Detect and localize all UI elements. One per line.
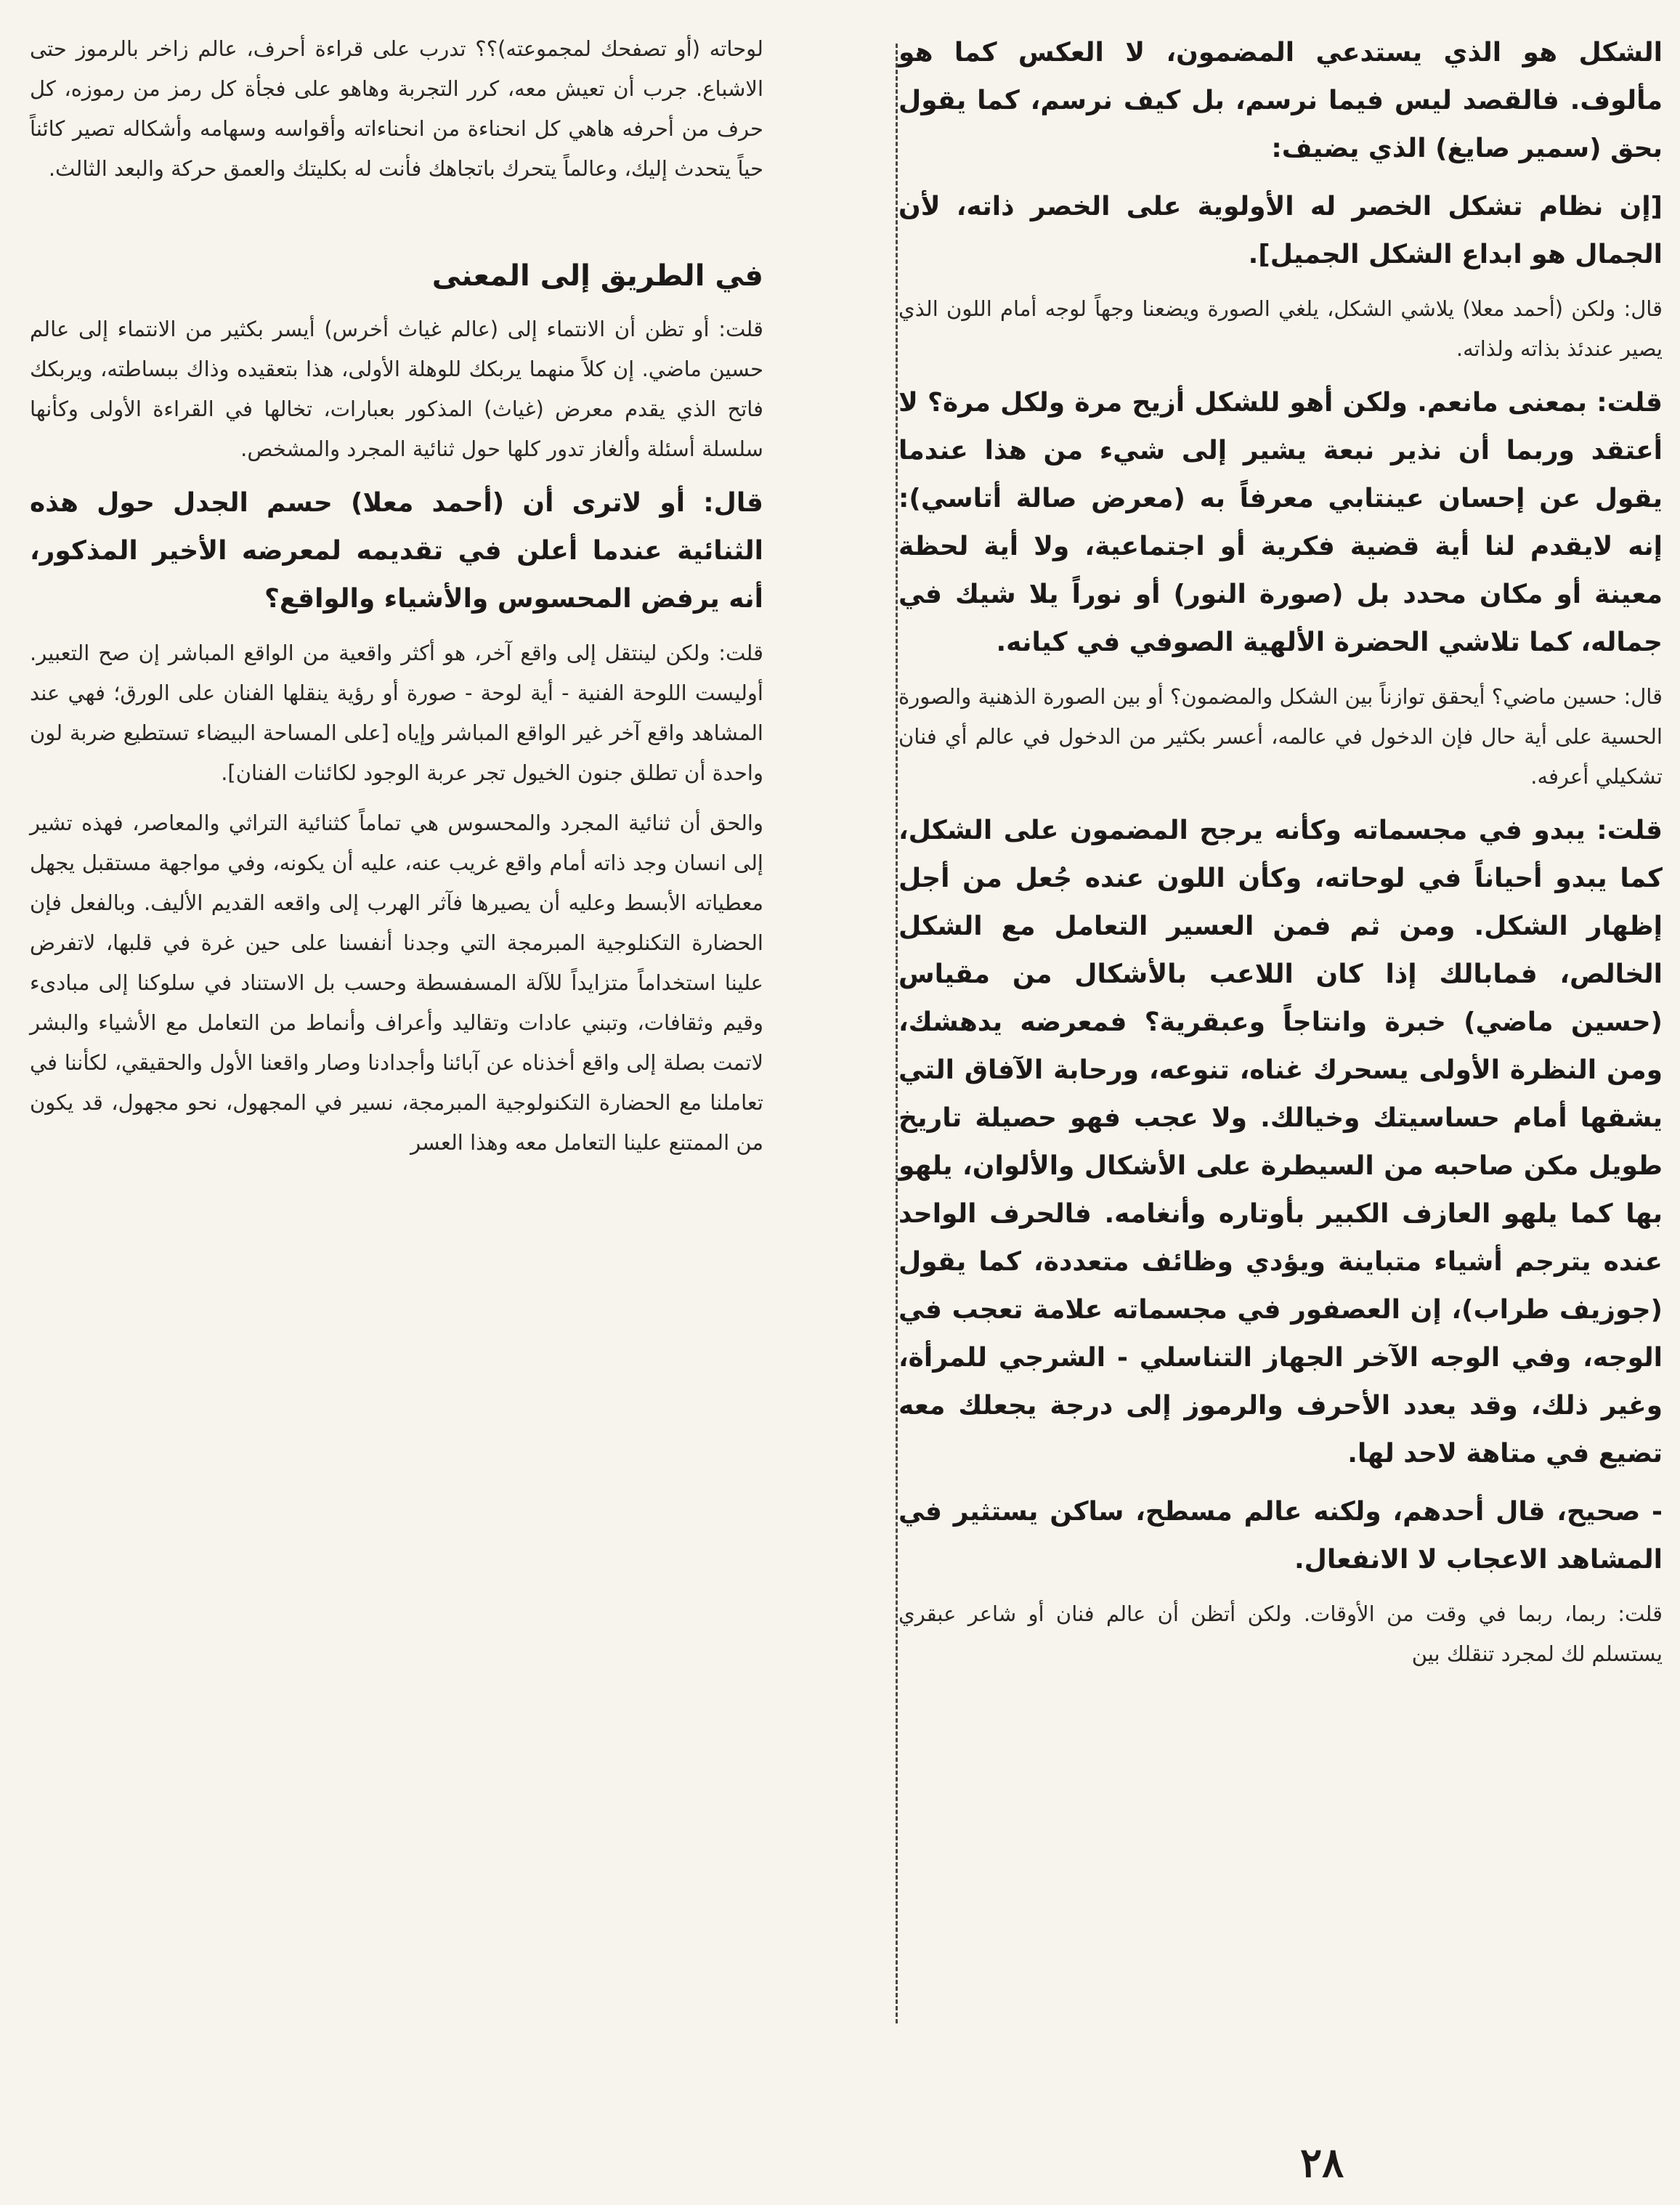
paragraph: قلت: أو تظن أن الانتماء إلى (عالم غياث أخرس) أيسر بكثير من الانتماء إلى عالم حسين ماضي. إن كلاً منهما يربكك للوهلة الأولى، هذا بتعقيده وذاك ببساطته، ويربكك فاتح الذي يقدم معرض (غياث) المذكور بعبارات، تخالها في القراءة الأولى وكأنها سلسلة أسئلة وألغاز تدور كلها حول ثنائية المجرد والمشخص. — [30, 317, 763, 461]
page-number: ٢٨ — [1300, 2139, 1344, 2187]
paragraph: - صحيح، قال أحدهم، ولكنه عالم مسطح، ساكن يستثير في المشاهد الاعجاب لا الانفعال. — [898, 1497, 1663, 1575]
left-column — [30, 29, 763, 1173]
paragraph: قلت: ولكن لينتقل إلى واقع آخر، هو أكثر واقعية من الواقع المباشر إن صح التعبير. أوليست اللوحة الفنية - أية لوحة - صورة أو رؤية ينقلها الفنان على الورق؛ فهي عند المشاهد واقع آخر غير الواقع المباشر وإياه [على المساحة البيضاء تستطيع ضربة لون واحدة أن تطلق جنون الخيول تجر عربة الوجود لكائنات الفنان]. — [30, 641, 763, 785]
section-heading: في الطريق إلى المعنى — [431, 259, 763, 293]
paragraph: قال: حسين ماضي؟ أيحقق توازناً بين الشكل والمضمون؟ أو بين الصورة الذهنية والصورة الحسية على أية حال فإن الدخول في عالمه، أعسر بكثير من الدخول في عالم أي فنان تشكيلي أعرفه. — [898, 684, 1663, 789]
paragraph: قلت: بمعنى مانعم. ولكن أهو للشكل أزيح مرة ولكل مرة؟ لا أعتقد وربما أن نذير نبعة يشير إلى شيء من هذا عندما يقول عن إحسان عينتابي معرفاً به (معرض صالة أتاسي): إنه لايقدم لنا أية قضية فكرية أو اجتماعية، ولا أية لحظة معينة أو مكان محدد بل (صورة النور) أو نوراً يلا شيك في جماله، كما تلاشي الحضرة الألهية الصوفي في كيانه. — [898, 388, 1663, 657]
paragraph: قلت: يبدو في مجسماته وكأنه يرجح المضمون على الشكل، كما يبدو أحياناً في لوحاته، وكأن اللون عنده جُعل من أجل إظهار الشكل. ومن ثم فمن العسير التعامل مع الشكل الخالص، فمابالك إذا كان اللاعب بالأشكال من مقياس (حسين ماضي) خبرة وانتاجاً وعبقرية؟ فمعرضه يدهشك، ومن النظرة الأولى يسحرك غناه، تنوعه، ورحابة الآفاق التي يشقها أمام حساسيتك وخيالك. ولا عجب فهو حصيلة تاريخ طويل مكن صاحبه من السيطرة على الأشكال والألوان، يلهو بها كما يلهو العازف الكبير بأوتاره وأنغامه. فالحرف الواحد عنده يترجم أشياء متباينة ويؤدي وظائف متعددة، كما يقول (جوزيف طراب)، إن العصفور في مجسماته علامة تعجب في الوجه، وفي الوجه الآخر الجهاز التناسلي - الشرجي للمرأة، وغير ذلك، وقد يعدد الأحرف والرموز إلى درجة يجعلك معه تضيع في متاهة لاحد لها. — [898, 816, 1663, 1469]
paragraph: الشكل هو الذي يستدعي المضمون، لا العكس كما هو مألوف. فالقصد ليس فيما نرسم، بل كيف نرسم، كما يقول بحق (سمير صايغ) الذي يضيف: — [898, 38, 1663, 163]
paragraph: لوحاته (أو تصفحك لمجموعته)؟؟ تدرب على قراءة أحرف، عالم زاخر بالرموز حتى الاشباع. جرب أن تعيش معه، كرر التجربة وهاهو على فجأة كل رمز من رموزه، كل حرف من أحرفه هاهي كل انحناءة من انحناءاته وأقواسه وسهامه وأشكاله تصير كائناً حياً يتحدث إليك، وعالماً يتحرك باتجاهك فأنت له بكليتك والعمق حركة والبعد الثالث. — [30, 36, 763, 181]
right-column — [898, 29, 1663, 1684]
column-divider — [896, 44, 898, 2023]
paragraph: [إن نظام تشكل الخصر له الأولوية على الخصر ذاته، لأن الجمال هو ابداع الشكل الجميل]. — [898, 192, 1663, 269]
paragraph: قال: ولكن (أحمد معلا) يلاشي الشكل، يلغي الصورة ويضعنا وجهاً لوجه أمام اللون الذي يصير عندئذ بذاته ولذاته. — [898, 296, 1663, 361]
paragraph: والحق أن ثنائية المجرد والمحسوس هي تماماً كثنائية التراثي والمعاصر، فهذه تشير إلى انسان وجد ذاته أمام واقع غريب عنه، عليه أن يكونه، وفي مواجهة مستقبل يجهل معطياته الأبسط وعليه أن يصيرها فآثر الهرب إلى واقعه القديم الأليف. وبالفعل فإن الحضارة التكنلوجية المبرمجة التي وجدنا أنفسنا على حين غرة في قلبها، لاتفرض علينا استخداماً متزايداً للآلة المسفسطة وحسب بل الاستناد في سلوكنا إلى مبادىء وقيم وثقافات، وتبني عادات وتقاليد وأعراف وأنماط من التعامل مع الأشياء والبشر لاتمت بصلة إلى واقع أخذناه عن آبائنا وأجدادنا وصار واقعنا الأول والحقيقي، لكأننا في تعاملنا مع الحضارة التكنولوجية المبرمجة، نسير في المجهول، نحو مجهول، قد يكون من الممتنع علينا التعامل معه وهذا العسر — [30, 811, 763, 1155]
paragraph: قال: أو لاترى أن (أحمد معلا) حسم الجدل حول هذه الثنائية عندما أعلن في تقديمه لمعرضه الأخير المذكور، أنه يرفض المحسوس والأشياء والواقع؟ — [30, 488, 763, 614]
paragraph: قلت: ربما، ربما في وقت من الأوقات. ولكن أتظن أن عالم فنان أو شاعر عبقري يستسلم لك لمجرد تنقلك بين — [898, 1601, 1663, 1666]
